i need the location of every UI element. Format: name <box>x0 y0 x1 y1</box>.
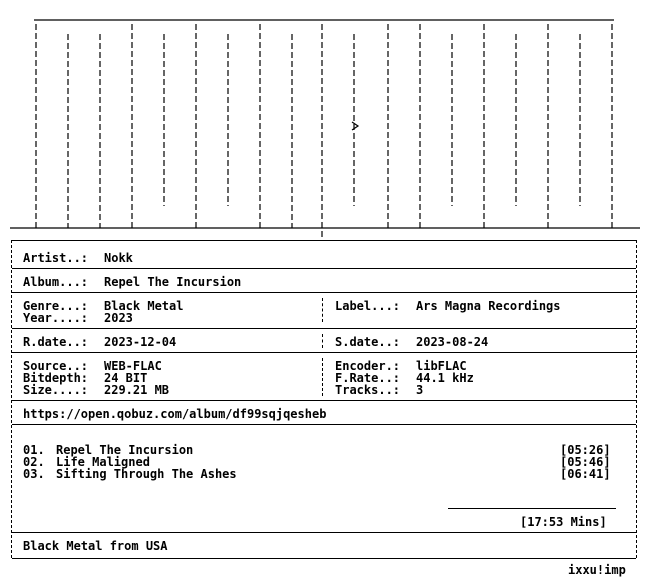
album-label: Album...: <box>23 275 89 289</box>
track-title: Repel The Incursion <box>56 443 194 457</box>
label-value: Ars Magna Recordings <box>416 299 561 313</box>
footer-text: Black Metal from USA <box>23 539 168 553</box>
track-title: Sifting Through The Ashes <box>56 467 237 481</box>
year-value: 2023 <box>104 311 133 325</box>
source-value: WEB-FLAC <box>104 359 162 373</box>
bitdepth-value: 24 BIT <box>104 371 148 385</box>
track-time: [06:41] <box>560 467 611 481</box>
total-rule <box>448 508 616 509</box>
track-time: [05:46] <box>560 455 611 469</box>
genre-label: Genre...: <box>23 299 89 313</box>
size-label: Size....: <box>23 383 89 397</box>
column-divider <box>322 358 324 396</box>
size-value: 229.21 MB <box>104 383 170 397</box>
album-value: Repel The Incursion <box>104 275 242 289</box>
column-divider <box>322 334 324 348</box>
separator <box>12 352 636 353</box>
encoder-value: libFLAC <box>416 359 467 373</box>
sdate-label: S.date..: <box>335 335 401 349</box>
rdate-value: 2023-12-04 <box>104 335 177 349</box>
frate-value: 44.1 kHz <box>416 371 474 385</box>
bitdepth-label: Bitdepth: <box>23 371 89 385</box>
encoder-label: Encoder.: <box>335 359 401 373</box>
frate-label: F.Rate..: <box>335 371 401 385</box>
rdate-label: R.date..: <box>23 335 89 349</box>
signature: ixxu!imp <box>568 563 626 577</box>
separator <box>12 328 636 329</box>
source-label: Source..: <box>23 359 89 373</box>
total-runtime: [17:53 Mins] <box>520 515 607 529</box>
genre-value: Black Metal <box>104 299 184 313</box>
separator <box>12 268 636 269</box>
box-right-border <box>636 240 638 558</box>
column-divider <box>322 298 324 322</box>
separator <box>12 400 636 401</box>
sdate-value: 2023-08-24 <box>416 335 489 349</box>
tracks-count-value: 3 <box>416 383 424 397</box>
separator <box>12 532 636 533</box>
track-number: 01. <box>23 443 45 457</box>
album-url[interactable]: https://open.qobuz.com/album/df99sqjqesheb <box>23 407 327 421</box>
artist-value: Nokk <box>104 251 133 265</box>
separator <box>12 558 636 559</box>
track-title: Life Maligned <box>56 455 150 469</box>
separator <box>12 424 636 425</box>
tracks-count-label: Tracks..: <box>335 383 401 397</box>
ascii-logo <box>0 0 648 240</box>
separator <box>12 240 636 241</box>
box-left-border <box>11 240 13 558</box>
year-label: Year....: <box>23 311 89 325</box>
track-number: 02. <box>23 455 45 469</box>
artist-label: Artist..: <box>23 251 89 265</box>
track-number: 03. <box>23 467 45 481</box>
track-time: [05:26] <box>560 443 611 457</box>
label-label: Label...: <box>335 299 401 313</box>
separator <box>12 292 636 293</box>
